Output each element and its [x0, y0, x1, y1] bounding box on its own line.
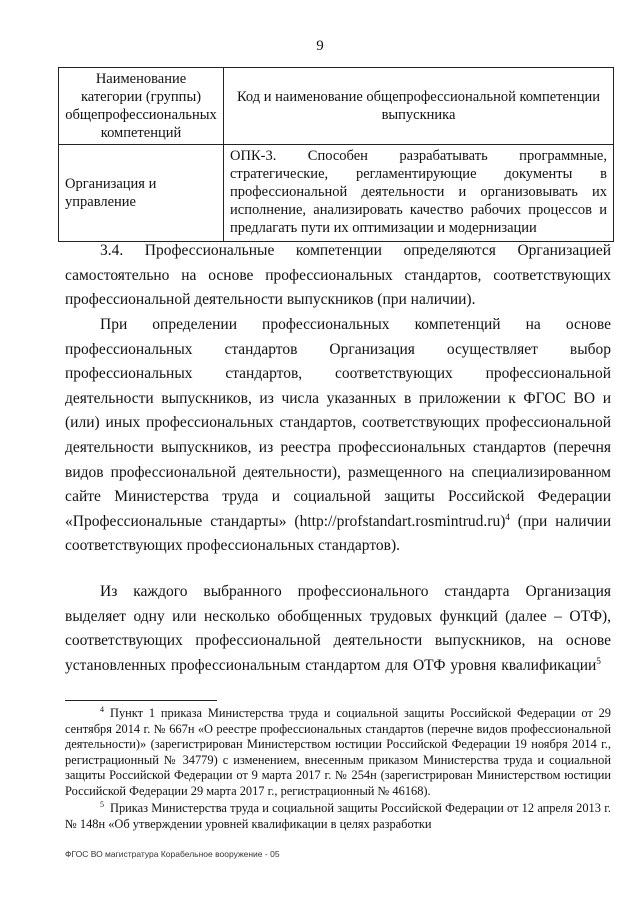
footnote-divider	[65, 700, 217, 701]
header-competence: Код и наименование общепрофессиональной компетенции выпускника	[224, 68, 614, 145]
header-category: Наименование категории (группы) общепрофессиональных компетенций	[59, 68, 224, 145]
footnote-5-mark: 5	[100, 799, 104, 809]
table-header-row	[59, 68, 614, 145]
paragraph-selection-tail: (при наличии соответствующих профессиональных стандартов).	[65, 512, 611, 555]
footnote-4	[65, 706, 611, 800]
paragraph-otf-text: Из каждого выбранного профессионального стандарта Организация выделяет одну или несколько обобщенных трудовых функций (далее – ОТФ), соответствующих профессиональной деятельности выпускников, на основе установленных профессиональным стандартом для ОТФ уровня квалификации	[65, 583, 611, 674]
footnote-5-text: Приказ Министерства труда и социальной защиты Российской Федерации от 12 апреля 2013 г. № 148н «Об утверждении уровней квалификации в целях разработки	[65, 801, 611, 831]
footnote-ref-4[interactable]: 4	[505, 511, 510, 522]
paragraph-selection-text: При определении профессиональных компетенций на основе профессиональных стандартов Организация осуществляет выбор профессиональных стандартов, соответствующих профессиональной деятельности выпускников, из числа указанных в приложении к ФГОС ВО и (или) иных профессиональных стандартов, соответствующих профессиональной деятельности выпускников, из реестра профессиональных стандартов (перечня видов профессиональной деятельности), размещенного на специализированном сайте Министерства труда и социальной защиты Российской Федерации «Профессиональные стандарты» (http://profstandart.rosmintrud.ru)	[65, 316, 611, 530]
page-number: 9	[316, 38, 324, 54]
paragraph-selection	[65, 313, 611, 559]
paragraph-otf	[65, 580, 611, 678]
footnote-4-mark: 4	[100, 704, 104, 714]
competence-cell: ОПК-3. Способен разрабатывать программные, стратегические, регламентирующие документы в профессиональной деятельности и организовывать их исполнение, анализировать качество рабочих процессов и предлагать пути их оптимизации и модернизации	[224, 145, 614, 242]
footnote-5	[65, 801, 611, 832]
footnote-ref-5[interactable]: 5	[596, 655, 601, 666]
table-row	[59, 145, 614, 242]
competence-table	[58, 67, 614, 242]
page-footer: ФГОС ВО магистратура Корабельное вооружение - 05	[65, 849, 280, 859]
footnote-4-text: Пункт 1 приказа Министерства труда и социальной защиты Российской Федерации от 29 сентября 2014 г. № 667н «О реестре профессиональных стандартов (перечне видов профессиональной деятельности)» (зарегистрирован Министерством юстиции Российской Федерации 19 ноября 2014 г., регистрационный № 34779) с изменением, внесенным приказом Министерства труда и социальной защиты Российской Федерации от 9 марта 2017 г. № 254н (зарегистрирован Министерством юстиции Российской Федерации 29 марта 2017 г., регистрационный № 46168).	[65, 706, 611, 798]
paragraph-3-4-text: 3.4. Профессиональные компетенции определяются Организацией самостоятельно на основе профессиональных стандартов, соответствующих профессиональной деятельности выпускников (при наличии).	[65, 242, 611, 309]
paragraph-3-4	[65, 239, 611, 313]
category-cell: Организация и управление	[59, 145, 224, 242]
